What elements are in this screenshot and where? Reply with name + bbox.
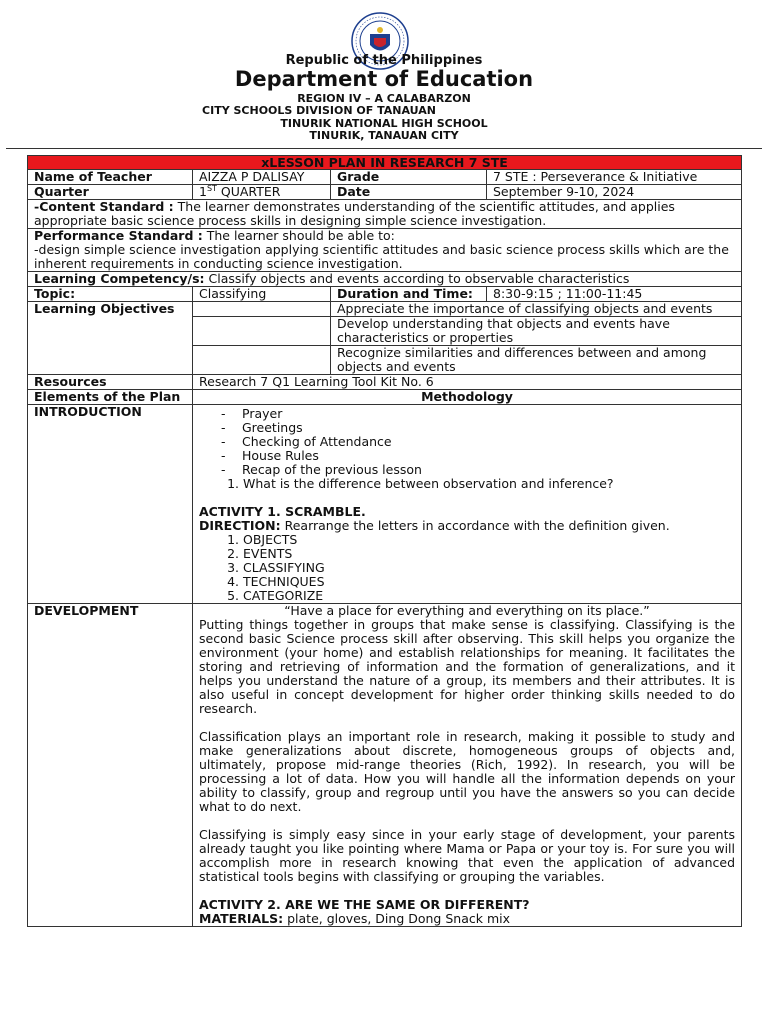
list-item: 2. EVENTS: [243, 547, 735, 561]
paragraph: Classification plays an important role in research, making it possible to study and make generalizations about discrete, homogeneous groups of objects and, ultimately, propose mid-range theories (Rich, 1992). In research, you will be processing a lot of data. How you will handle all the information depends on your ability to classify, group and regroup until you have the answers so you can decide what to do next.: [199, 729, 736, 814]
duration-label: Duration and Time:: [337, 286, 473, 301]
development-content: [193, 604, 742, 927]
objectives-label: Learning Objectives: [34, 301, 175, 316]
teacher-value: AIZZA P DALISAY: [193, 170, 331, 185]
topic-value: Classifying: [193, 287, 331, 302]
paragraph: Putting things together in groups that make sense is classifying. Classifying is the second basic Science process skill after observing. This skill helps you organize the environment (your home) and establish relationships for meaning. It facilitates the storing and retrieving of information and the formation of generalizations, and it helps you understand the nature of a group, its members and their attributes. It is also useful in concept development for higher order thinking skills needed to do research.: [199, 617, 736, 716]
quarter-value: 1ST QUARTER: [193, 185, 331, 200]
performance-standard: Performance Standard : The learner should be able to: -design simple science investigation applying scientific attitudes and basic science process skills which are the inherent requirements in conducting science investigation.: [28, 229, 742, 272]
resources-value: Research 7 Q1 Learning Tool Kit No. 6: [193, 375, 742, 390]
activity2-title: ACTIVITY 2. ARE WE THE SAME OR DIFFERENT?: [199, 897, 530, 912]
duration-value: 8:30-9:15 ; 11:00-11:45: [487, 287, 742, 302]
methodology-heading: Methodology: [421, 389, 513, 404]
content-standard: -Content Standard : The learner demonstrates understanding of the scientific attitudes, and applies appropriate basic science process skills in designing simple science investigation.: [28, 200, 742, 229]
school-address: TINURIK, TANAUAN CITY: [309, 129, 459, 142]
list-item: - Prayer: [223, 407, 735, 421]
date-label: Date: [337, 184, 371, 199]
introduction-label: INTRODUCTION: [34, 404, 142, 419]
lesson-plan-table: [27, 155, 742, 927]
objective-item: Develop understanding that objects and events have characteristics or properties: [331, 317, 742, 346]
elements-label: Elements of the Plan: [34, 389, 181, 404]
lesson-plan-title: xLESSON PLAN IN RESEARCH 7 STE: [28, 156, 742, 170]
region-line: REGION IV – A CALABARZON: [297, 92, 471, 105]
division-line: CITY SCHOOLS DIVISION OF TANAUAN: [202, 104, 436, 117]
list-item: - Checking of Attendance: [223, 435, 735, 449]
list-item: - House Rules: [223, 449, 735, 463]
grade-value: 7 STE : Perseverance & Initiative: [487, 170, 742, 185]
department-heading: Department of Education: [234, 67, 534, 91]
list-item: - Recap of the previous lesson: [223, 463, 735, 477]
header-divider: [6, 148, 762, 149]
date-value: September 9-10, 2024: [487, 185, 742, 200]
activity1-direction: DIRECTION: Rearrange the letters in accordance with the definition given.: [199, 518, 670, 533]
quote: “Have a place for everything and everything on its place.”: [284, 603, 650, 618]
list-item: 3. CLASSIFYING: [243, 561, 735, 575]
teacher-label: Name of Teacher: [34, 169, 152, 184]
grade-label: Grade: [337, 169, 380, 184]
topic-label: Topic:: [34, 286, 76, 301]
recap-question: 1. What is the difference between observation and inference?: [243, 477, 735, 491]
republic-heading: Republic of the Philippines: [285, 53, 483, 68]
development-label: DEVELOPMENT: [34, 603, 139, 618]
introduction-content: [193, 405, 742, 604]
activity2-materials: MATERIALS: plate, gloves, Ding Dong Snack mix: [199, 911, 510, 926]
list-item: - Greetings: [223, 421, 735, 435]
activity1-title: ACTIVITY 1. SCRAMBLE.: [199, 504, 366, 519]
paragraph: Classifying is simply easy since in your early stage of development, your parents already taught you like pointing where Mama or Papa or your toy is. For sure you will accomplish more in research knowing that even the application of advanced statistical tools begins with classifying or grouping the variables.: [199, 827, 736, 884]
list-item: 4. TECHNIQUES: [243, 575, 735, 589]
list-item: 5. CATEGORIZE: [243, 589, 735, 603]
list-item: 1. OBJECTS: [243, 533, 735, 547]
objective-item: Recognize similarities and differences between and among objects and events: [331, 346, 742, 375]
objective-item: Appreciate the importance of classifying objects and events: [331, 302, 742, 317]
learning-competency: Learning Competency/s: Classify objects and events according to observable characteristics: [28, 272, 742, 287]
school-name: TINURIK NATIONAL HIGH SCHOOL: [280, 117, 488, 130]
quarter-label: Quarter: [34, 184, 89, 199]
resources-label: Resources: [34, 374, 107, 389]
